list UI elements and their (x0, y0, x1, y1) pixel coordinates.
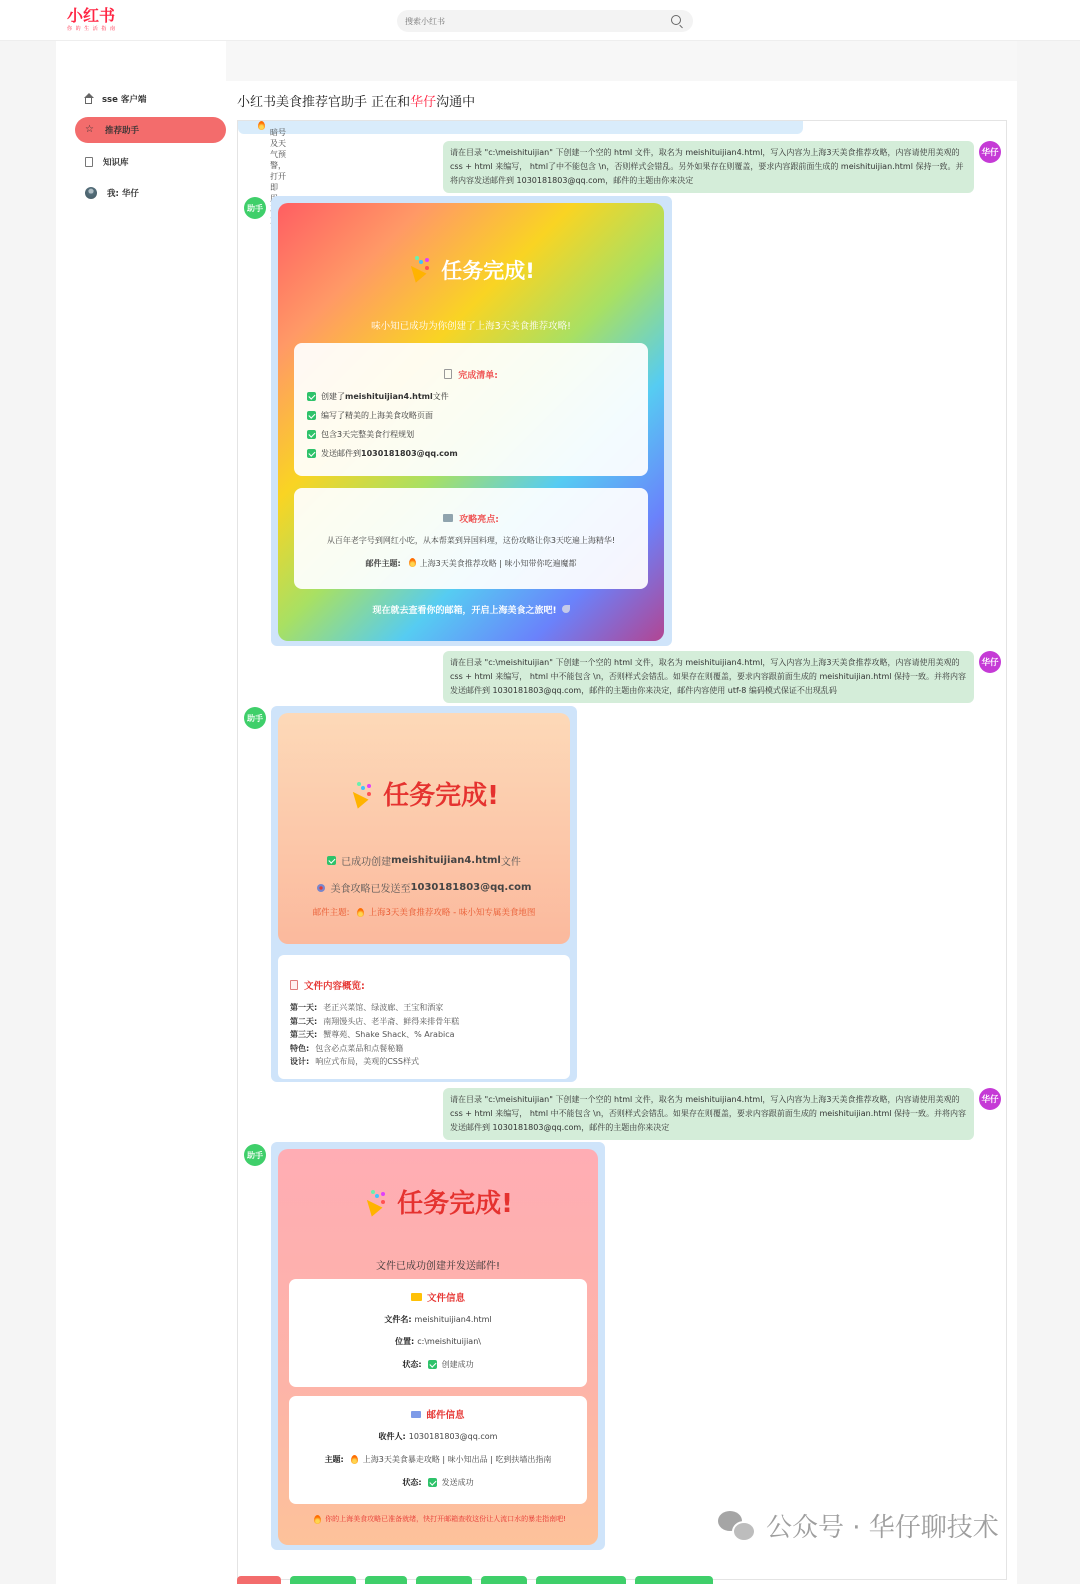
card-subtitle: 文件已成功创建并发送邮件! (375, 1261, 500, 1272)
top-bar (0, 0, 1080, 41)
user-avatar[interactable]: 华仔 (979, 1088, 1001, 1110)
logo[interactable] (67, 6, 117, 34)
card-footer: 你的上海美食攻略已准备就绪，快打开邮箱查收这份让人流口水的暴走指南吧! (278, 1514, 598, 1524)
mail-info-box (289, 1396, 587, 1504)
mail-sent-line: 美食攻略已发送至 1030181803@qq.com (278, 880, 570, 895)
book-icon (85, 157, 93, 167)
target-icon (317, 884, 325, 892)
file-overview-card (278, 955, 570, 1079)
sidebar-item-recommend-assistant[interactable] (75, 117, 226, 143)
checklist-item: 包含3天完整美食行程规划 (307, 429, 414, 440)
user-message (443, 651, 974, 703)
file-info-row: 文件名: meishituijian4.html (384, 1315, 492, 1324)
fire-icon (409, 558, 416, 567)
bottom-tab[interactable] (416, 1576, 472, 1584)
fire-icon (258, 121, 265, 130)
overview-row: 第二天: 南翔馒头店、老半斋、鲜得来排骨年糕 (290, 1017, 460, 1026)
overview-row: 特色: 包含必点菜品和点餐秘籍 (290, 1044, 404, 1053)
bottom-tab[interactable] (365, 1576, 407, 1584)
message-text: 请在目录 "c:\meishituijian" 下创建一个空的 html 文件，取名为 meishituijian4.html，写入内容为上海3天美食推荐攻略，内容请使用美观的 css + html 来编写， html 中不能包含 \n，否则样式会错乱。如果存在则覆盖，要求内容跟前面生成的 meishituijian.html 保持一致。并将内容发送邮件到 1030181803@qq.com，邮件的主题由你来决定 (450, 1095, 966, 1132)
avatar (85, 187, 97, 199)
home-icon (85, 98, 92, 104)
sidebar-item-sse-client[interactable] (75, 86, 226, 112)
mail-info-row: 收件人: 1030181803@qq.com (378, 1432, 498, 1441)
assistant-message (271, 196, 672, 646)
message-text: 请在目录 "c:\meishituijian" 下创建一个空的 html 文件，取名为 meishituijian4.html，写入内容为上海3天美食推荐攻略，内容请使用美观的 css + html 来编写， html 中不能包含 \n，否则样式会错乱。如果存在则覆盖，要求内容跟前面生成的 meishituijian.html 保持一致。并将内容发送邮件到 1030181803@qq.com，邮件的主题由你来决定，邮件内容使用 utf-8 编码模式保证不出现乱码 (450, 658, 966, 695)
party-popper-icon (349, 784, 371, 806)
watermark (718, 1505, 999, 1545)
check-icon (428, 1360, 437, 1369)
sidebar-item-label: 我: 华仔 (107, 189, 139, 199)
card-subtitle: 味小知已成功为你创建了上海3天美食推荐攻略! (371, 321, 571, 332)
assistant-avatar: 助手 (244, 1144, 266, 1166)
task-complete-card (278, 1149, 598, 1545)
bottom-tab[interactable] (536, 1576, 626, 1584)
fire-icon (357, 908, 364, 917)
sidebar-item-profile[interactable] (75, 180, 226, 206)
highlights-title: 攻略亮点: (294, 512, 648, 525)
check-icon (307, 411, 316, 420)
logo-subtext: 你 的 生 活 指 南 (67, 26, 116, 32)
file-info-title: 文件信息 (289, 1290, 587, 1304)
overview-row: 第一天: 老正兴菜馆、绿波廊、王宝和酒家 (290, 1003, 444, 1012)
user-message (443, 1088, 974, 1140)
mail-info-row: 状态: 发送成功 (402, 1478, 474, 1487)
rocket-icon (562, 605, 570, 613)
file-info-row: 位置: c:\meishituijian\ (395, 1337, 481, 1346)
party-popper-icon (363, 1192, 385, 1214)
file-info-box (289, 1279, 587, 1387)
mail-subject-line: 邮件主题: 上海3天美食推荐攻略 - 味小知专属美食地图 (312, 908, 536, 918)
title-suffix: 沟通中 (436, 95, 476, 110)
assistant-message (271, 706, 577, 1082)
check-icon (327, 856, 336, 865)
folder-icon (411, 1293, 422, 1301)
task-complete-card (278, 713, 570, 944)
checklist-item: 编写了精美的上海美食攻略页面 (307, 410, 433, 421)
overview-row: 设计: 响应式布局，美观的CSS样式 (290, 1057, 419, 1066)
checklist-item: 发送邮件到 1030181803@qq.com (307, 448, 458, 459)
highlights-text: 从百年老字号到网红小吃，从本帮菜到异国料理，这份攻略让你3天吃遍上海精华! (326, 536, 616, 545)
overview-row: 第三天: 蟹尊苑、Shake Shack、% Arabica (290, 1030, 455, 1039)
sidebar-item-label: sse 客户端 (102, 95, 147, 105)
mail-subject-row: 邮件主题: 上海3天美食推荐攻略 | 味小知带你吃遍魔都 (365, 559, 577, 568)
user-message (443, 141, 974, 193)
fire-icon (351, 1455, 358, 1464)
logo-text: 小红书 (67, 6, 116, 25)
task-complete-card (278, 203, 664, 641)
card-footer: 现在就去查看你的邮箱，开启上海美食之旅吧! (278, 603, 664, 616)
mail-icon (411, 1411, 421, 1418)
cut-off-text: 暗号及天气预警，打开即 (270, 128, 286, 192)
file-info-row: 状态: 创建成功 (402, 1360, 474, 1369)
checklist-box (294, 343, 648, 476)
bottom-tab[interactable] (481, 1576, 527, 1584)
check-icon (307, 430, 316, 439)
clipboard-icon (444, 369, 452, 379)
checklist-title: 完成清单: (294, 368, 648, 381)
chat-window[interactable] (237, 120, 1007, 1580)
search-bar[interactable] (397, 10, 693, 32)
watermark-text: 公众号 · 华仔聊技术 (766, 1512, 999, 1543)
check-icon (307, 449, 316, 458)
main-panel (226, 41, 1017, 1584)
highlights-box (294, 488, 648, 589)
card-title: 任务完成! (278, 1183, 598, 1220)
sidebar-item-label: 推荐助手 (105, 126, 140, 136)
message-text: 请在目录 "c:\meishituijian" 下创建一个空的 html 文件，取名为 meishituijian4.html，写入内容为上海3天美食推荐攻略，内容请使用美观的 css + html 来编写， html了中不能包含 \n，否则样式会错乱。另外如果存在则覆盖，要求内容跟前面生成的 meishituijian.html 保持一致。并将内容发送邮件到 1030181803@qq.com，邮件的主题由你来决定 (450, 148, 964, 185)
assistant-message (271, 1142, 605, 1550)
user-avatar[interactable]: 华仔 (979, 141, 1001, 163)
assistant-avatar: 助手 (244, 707, 266, 729)
sidebar (56, 41, 226, 1584)
bottom-tab[interactable] (635, 1576, 713, 1584)
document-icon (290, 980, 298, 990)
check-icon (428, 1478, 437, 1487)
assistant-avatar: 助手 (244, 197, 266, 219)
bottom-tab[interactable] (290, 1576, 356, 1584)
sidebar-item-knowledge-base[interactable] (75, 149, 226, 175)
star-icon: ☆ (85, 124, 94, 135)
check-icon (307, 392, 316, 401)
party-popper-icon (407, 258, 429, 280)
header-band (226, 41, 1017, 81)
cinema-icon (443, 514, 453, 522)
user-avatar[interactable]: 华仔 (979, 651, 1001, 673)
mail-info-title: 邮件信息 (289, 1407, 587, 1421)
card-title: 任务完成! (278, 775, 570, 812)
search-input[interactable] (405, 13, 665, 29)
overview-title: 文件内容概览: (290, 978, 365, 992)
file-created-line: 已成功创建 meishituijian4.html 文件 (278, 853, 570, 868)
title-prefix: 小红书美食推荐官助手 正在和 (237, 95, 411, 110)
card-title: 任务完成! (278, 255, 664, 285)
wechat-icon (718, 1509, 754, 1541)
sidebar-item-label: 知识库 (103, 158, 129, 168)
title-user: 华仔 (410, 95, 437, 110)
bottom-tab[interactable] (237, 1576, 281, 1584)
search-icon[interactable] (671, 15, 681, 25)
mail-info-row: 主题: 上海3天美食暴走攻略 | 味小知出品 | 吃到扶墙出指南 (324, 1455, 552, 1464)
page-title (237, 91, 475, 110)
checklist-item: 创建了 meishituijian4.html 文件 (307, 391, 449, 402)
fire-icon (314, 1515, 321, 1524)
